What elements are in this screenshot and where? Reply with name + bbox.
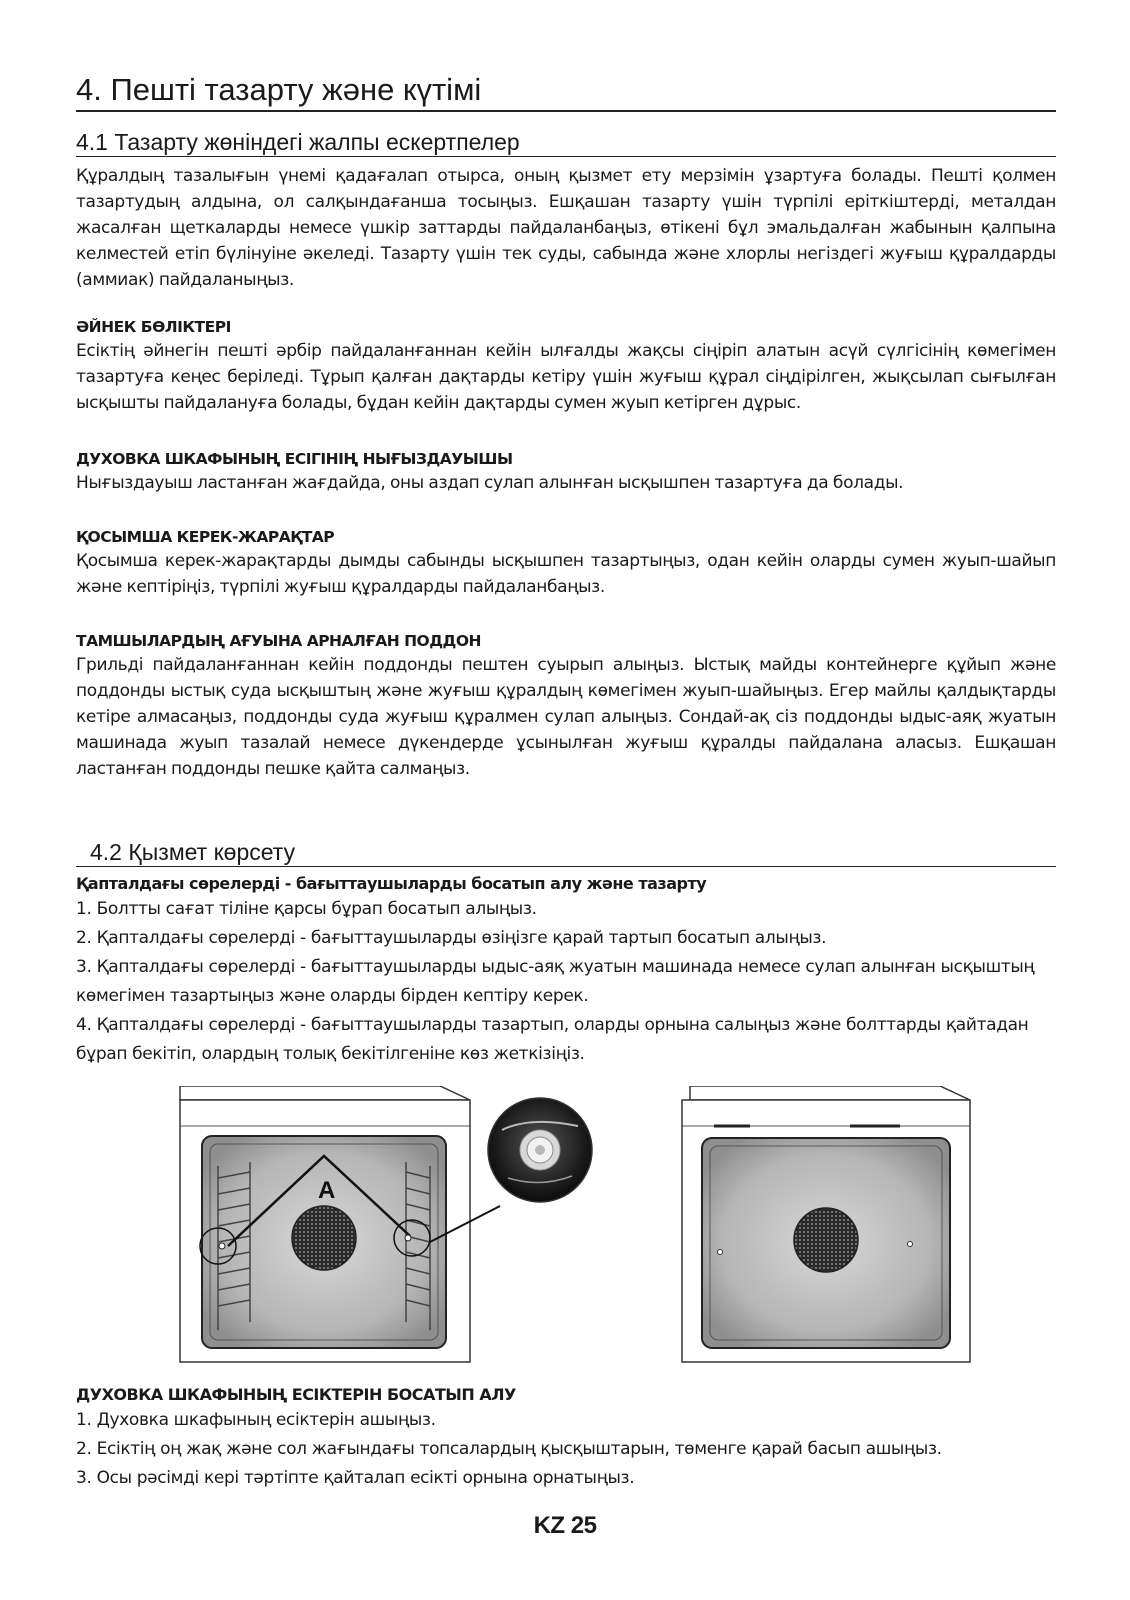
subheading: ҚОСЫМША КЕРЕК-ЖАРАҚТАР [76,528,335,546]
accessories-block [76,526,1056,600]
paragraph: Нығыздауыш ластанған жағдайда, оны аздап сулап алынған ысқышпен тазартуға да болады. [76,473,904,493]
list-item: 4. Қапталдағы сөрелерді - бағыттаушыларды тазартып, оларды орнына салыңыз және болттарды қайтадан бұрап бекітіп, олардың толық бекітілгеніне көз жеткізіңіз. [76,1015,1029,1064]
rails-steps-list [76,895,1056,1069]
figure-label: A [318,1177,336,1204]
page-title: 4. Пешті тазарту және күтімі [76,70,1056,112]
list-item: 1. Болтты сағат тіліне қарсы бұрап босатып алыңыз. [76,899,537,919]
fan-icon [794,1208,858,1272]
list-item: 2. Қапталдағы сөрелерді - бағыттаушыларды өзіңізге қарай тартып босатып алыңыз. [76,928,827,948]
door-seal-block [76,448,1056,496]
door-steps-list [76,1406,1056,1493]
subheading: ДУХОВКА ШКАФЫНЫҢ ЕСІГІНІҢ НЫҒЫЗДАУЫШЫ [76,450,513,468]
list-item: 3. Осы рәсімді кері тәртіпте қайталап есікті орнына орнатыңыз. [76,1468,635,1488]
subheading: Қапталдағы сөрелерді - бағыттаушыларды босатып алу және тазарту [76,874,707,893]
subheading: ДУХОВКА ШКАФЫНЫҢ ЕСІКТЕРІН БОСАТЫП АЛУ [76,1385,516,1404]
section-heading: 4.1 Тазарту жөніндегі жалпы ескертпелер [76,128,1056,157]
paragraph: Есіктің әйнегін пешті әрбір пайдаланғаннан кейін ылғалды жақсы сіңіріп алатын асүй сүлгісінің көмегімен тазартуға кеңес беріледі. Тұрып қалған дақтарды кетіру үшін жуғыш құрал сіңдірілген, жықсылап сығылған ысқышты пайдалануға болады, бұдан кейін дақтарды сумен жуып кетірген дұрыс. [76,341,1056,413]
oven-without-rails [682,1086,970,1362]
list-item: 1. Духовка шкафының есіктерін ашыңыз. [76,1410,436,1430]
page-number: KZ 25 [533,1512,597,1539]
subheading: ӘЙНЕК БӨЛІКТЕРІ [76,318,231,336]
list-item: 2. Есіктің оң жақ және сол жағындағы топсалардың қысқыштарын, төменге қарай басып ашыңыз. [76,1439,942,1459]
oven-with-rails [180,1086,500,1362]
paragraph: Қосымша керек-жарақтарды дымды сабынды ысқышпен тазартыңыз, одан кейін оларды сумен жуып-шайып және кептіріңіз, түрпілі жуғыш құралдарды пайдаланбаңыз. [76,551,1056,597]
oven-diagram [110,1086,990,1376]
subheading: ТАМШЫЛАРДЫҢ АҒУЫНА АРНАЛҒАН ПОДДОН [76,632,481,650]
door-removal-block [76,1384,1056,1493]
drip-tray-block [76,630,1056,782]
oven-illustration [110,1086,990,1376]
fan-icon [292,1206,356,1270]
intro-paragraph: Құралдың тазалығын үнемі қадағалап отырса, оның қызмет ету мерзімін ұзартуға болады. Пешті қолмен тазартудың алдына, ол салқындағанша тосыңыз. Ешқашан тазарту үшін түрпілі еріткіштерді, металдан жасалған щеткаларды немесе үшкір заттарды пайдаланбаңыз, өтікені бұл эмальдалған жабынын қалпына келместей етіп бүлінуіне әкеледі. Тазарту үшін тек суды, сабында және хлорлы негіздегі жуғыш құралдарды (аммиак) пайдаланыңыз. [76,166,1056,290]
paragraph: Грильді пайдаланғаннан кейін поддонды пештен суырып алыңыз. Ыстық майды контейнерге құйып және поддонды ыстық суда ысқыштың және жуғыш құралдың көмегімен жуып-шайыңыз. Егер майлы қалдықтарды кетіре алмасаңыз, поддонды суда жуғыш құралмен сулап алыңыз. Сондай-ақ сіз поддонды ыдыс-аяқ жуатын машинада жуып тазалай немесе дүкендерде ұсынылған жуғыш құралды пайдалана аласыз. Ешқашан ластанған поддонды пешке қайта салмаңыз. [76,655,1056,779]
list-item: 3. Қапталдағы сөрелерді - бағыттаушыларды ыдыс-аяқ жуатын машинада немесе сулап алынған ысқыштың көмегімен тазартыңыз және оларды бірден кептіру керек. [76,957,1035,1006]
bolt-closeup [488,1098,592,1202]
section-maintenance [76,838,1056,1069]
section-general-cleaning [76,128,1056,779]
section-heading: 4.2 Қызмет көрсету [76,838,1056,867]
glass-parts-block [76,316,1056,416]
